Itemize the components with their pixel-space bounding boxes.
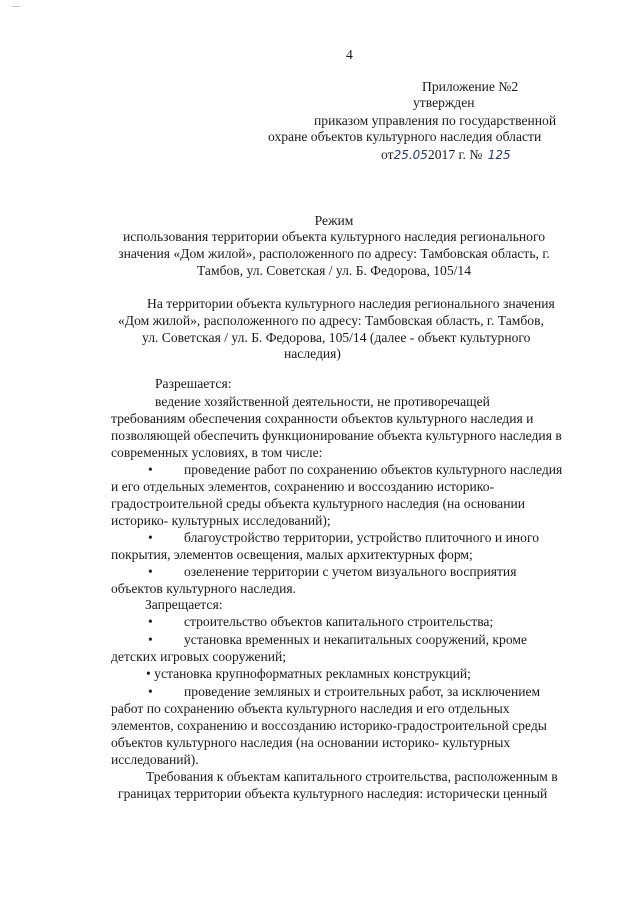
allowed-b1-line-1: проведение работ по сохранению объектов культурного наследия bbox=[184, 462, 563, 477]
allowed-heading: Разрешается: bbox=[155, 376, 232, 391]
allowed-p1-line-2: требованиям обеспечения сохранности объектов культурного наследия и bbox=[111, 411, 534, 426]
date-prefix: от bbox=[381, 147, 394, 162]
title-heading: Режим bbox=[314, 213, 354, 228]
forbidden-b2-line-2: детских игровых сооружений; bbox=[111, 649, 287, 664]
bullet-icon: • bbox=[148, 530, 153, 545]
page-number: 4 bbox=[346, 47, 353, 62]
forbidden-b2-line-1: установка временных и некапитальных сооружений, кроме bbox=[184, 632, 527, 647]
forbidden-b1: строительство объектов капитального строительства; bbox=[184, 614, 494, 629]
allowed-p1-line-1: ведение хозяйственной деятельности, не противоречащей bbox=[155, 394, 490, 409]
bullet-icon: • bbox=[148, 564, 153, 579]
allowed-p1-line-3: позволяющей обеспечить функционирование объекта культурного наследия в bbox=[111, 428, 562, 443]
forbidden-b4-line-5: исследований). bbox=[111, 752, 199, 767]
forbidden-heading: Запрещается: bbox=[145, 597, 223, 612]
forbidden-b4-line-2: работ по сохранению объекта культурного наследия и его отдельных bbox=[111, 701, 510, 716]
appendix-title: Приложение №2 bbox=[422, 79, 519, 94]
handwritten-date: 25.05 bbox=[393, 148, 428, 162]
handwritten-order-number: 125 bbox=[487, 148, 511, 162]
allowed-b1-line-3: градостроительной среды объекта культурного наследия (на основании bbox=[111, 496, 526, 511]
title-line-3: значения «Дом жилой», расположенного по адресу: Тамбовская область, г. bbox=[118, 246, 550, 261]
scan-margin-mark bbox=[12, 6, 20, 7]
requirements-line-2: границах территории объекта культурного наследия: исторически ценный bbox=[118, 786, 548, 801]
appendix-approved: утвержден bbox=[413, 95, 475, 110]
date-suffix: 2017 г. № bbox=[427, 147, 483, 162]
forbidden-b4-line-3: элементов, сохранению и воссозданию историко-градостроительной среды bbox=[111, 718, 547, 733]
allowed-b2-line-2: покрытия, элементов освещения, малых архитектурных форм; bbox=[111, 547, 473, 562]
appendix-date-line bbox=[381, 146, 511, 164]
forbidden-b4-line-1: проведение земляных и строительных работ, за исключением bbox=[184, 684, 541, 699]
bullet-icon: • bbox=[148, 684, 153, 699]
allowed-b3-line-2: объектов культурного наследия. bbox=[111, 581, 296, 596]
forbidden-b3: • установка крупноформатных рекламных конструкций; bbox=[146, 666, 471, 681]
allowed-b2-line-1: благоустройство территории, устройство плиточного и иного bbox=[184, 530, 539, 545]
title-line-4: Тамбов, ул. Советская / ул. Б. Федорова, 105/14 bbox=[196, 263, 472, 278]
intro-line-3: ул. Советская / ул. Б. Федорова, 105/14 (далее - объект культурного bbox=[142, 330, 531, 345]
bullet-icon: • bbox=[148, 614, 153, 629]
forbidden-b4-line-4: объектов культурного наследия (на основании историко- культурных bbox=[111, 735, 511, 750]
allowed-b1-line-4: историко- культурных исследований); bbox=[111, 513, 331, 528]
allowed-b3-line-1: озеленение территории с учетом визуального восприятия bbox=[184, 564, 517, 579]
allowed-p1-line-4: современных условиях, в том числе: bbox=[111, 445, 323, 460]
allowed-b1-line-2: и его отдельных элементов, сохранению и воссозданию историко- bbox=[111, 479, 495, 494]
title-line-2: использования территории объекта культурного наследия регионального bbox=[122, 229, 546, 244]
bullet-icon: • bbox=[148, 462, 153, 477]
bullet-icon: • bbox=[148, 632, 153, 647]
appendix-order-line: приказом управления по государственной bbox=[314, 113, 557, 128]
requirements-line-1: Требования к объектам капитального строительства, расположенным в bbox=[146, 769, 558, 784]
appendix-authority-line: охране объектов культурного наследия области bbox=[268, 129, 542, 144]
intro-line-1: На территории объекта культурного наследия регионального значения bbox=[147, 296, 555, 311]
intro-line-2: «Дом жилой», расположенного по адресу: Тамбовская область, г. Тамбов, bbox=[118, 313, 544, 328]
intro-line-4: наследия) bbox=[284, 346, 341, 361]
